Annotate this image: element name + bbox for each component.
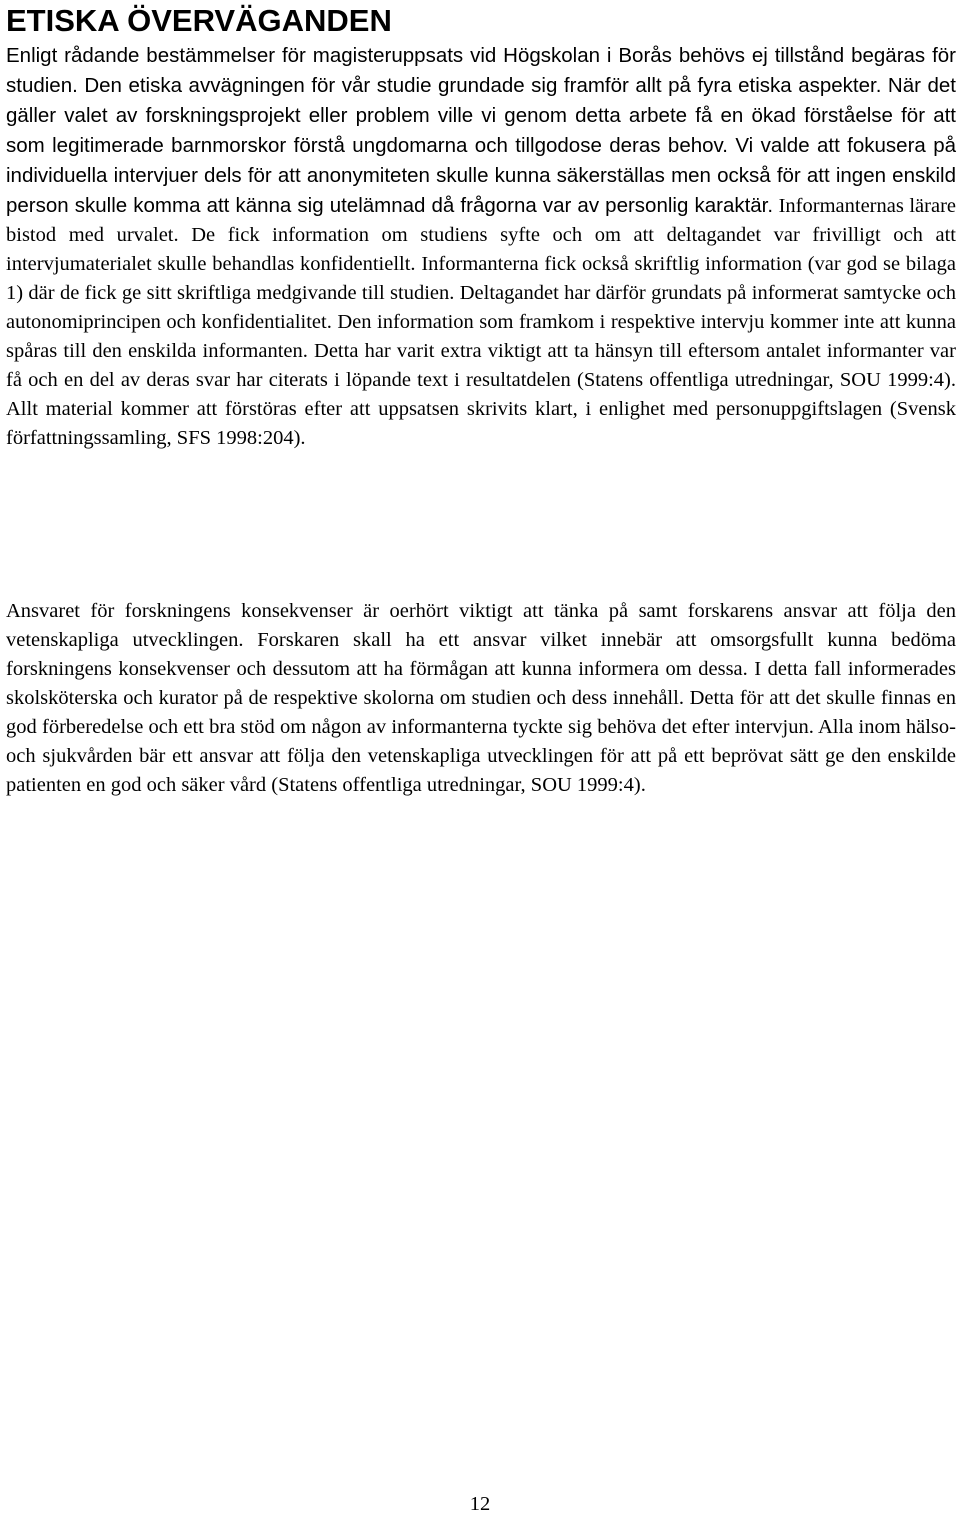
- paragraph-research-responsibility: Ansvaret för forskningens konsekvenser är oerhört viktigt att tänka på samt forskarens ansvar att följa den vetenskapliga utvecklingen. Forskaren skall ha ett ansvar vilket innebär att omsorgsfullt kunna bedöma forskningens konsekvenser och dessutom att ha förmågan att kunna informera om dessa. I detta fall informerades skolsköterska och kurator på de respektive skolorna om studien och dess innehåll. Detta för att det skulle finnas en god förberedelse och ett bra stöd om någon av informanterna tyckte sig behöva det efter intervjun. Alla inom hälso- och sjukvården bär ett ansvar att följa den vetenskapliga utvecklingen för att på ett beprövat sätt ge den enskilde patienten en god och säker vård (Statens offentliga utredningar, SOU 1999:4).: [6, 600, 956, 796]
- section-heading: ETISKA ÖVERVÄGANDEN: [6, 3, 392, 38]
- paragraph-ethics-intro-sans-text: Enligt rådande bestämmelser för magisteruppsats vid Högskolan i Borås behövs ej tillstånd begäras för studien. Den etiska avvägningen för vår studie grundade sig framför allt på fyra etiska aspekter. När det gäller valet av forskningsprojekt eller problem ville vi genom detta arbete få en ökad förståelse för att som legitimerade barnmorskor förstå ungdomarna och tillgodose deras behov. Vi valde att fokusera på individuella intervjuer dels för att anonymiteten skulle kunna säkerställas men också för att ingen enskild person skulle komma att känna sig utelämnad då frågorna var av personlig karaktär.: [6, 44, 956, 217]
- paragraph-ethics-intro-serif-text: Informanternas lärare bistod med urvalet. De fick information om studiens syfte och om att deltagandet var frivilligt och att intervjumaterialet skulle behandlas konfidentiellt. Informanterna fick också skriftlig information (var god se bilaga 1) där de fick ge sitt skriftliga medgivande till studien. Deltagandet har därför grundats på informerat samtycke och autonomiprincipen och konfidentialitet. Den information som framkom i respektive intervju kommer inte att kunna spåras till den enskilda informanten. Detta har varit extra viktigt att ta hänsyn till eftersom antalet informanter var få och en del av deras svar har citerats i löpande text i resultatdelen (Statens offentliga utredningar, SOU 1999:4). Allt material kommer att förstöras efter att uppsatsen skrivits klart, i enlighet med personuppgiftslagen (Svensk författningssamling, SFS 1998:204).: [6, 195, 956, 449]
- page-number: 12: [469, 1493, 491, 1515]
- paragraph-ethics-intro: [6, 41, 956, 453]
